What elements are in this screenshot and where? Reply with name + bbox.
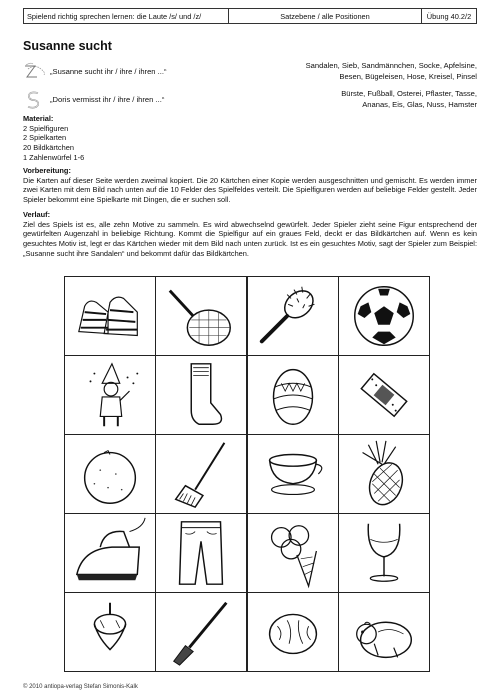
easter-egg-icon — [248, 356, 338, 434]
material-item: 2 Spielfiguren — [23, 123, 69, 133]
phrase-susanne: „Susanne sucht ihr / ihre / ihren ...“ — [50, 67, 167, 76]
trousers-icon — [156, 514, 246, 592]
phrase-row-susanne — [23, 61, 477, 87]
picture-card — [338, 434, 430, 514]
picture-card — [155, 513, 247, 593]
procedure-heading: Verlauf: — [23, 210, 51, 219]
sandman-icon — [65, 356, 155, 434]
wine-glass-icon — [339, 514, 429, 592]
letter-z-sign-icon — [23, 61, 45, 83]
picture-card — [64, 434, 156, 514]
football-icon — [339, 277, 429, 355]
picture-card — [155, 592, 247, 672]
orange-icon — [65, 435, 155, 513]
page-title: Susanne sucht — [23, 39, 112, 53]
preparation-text: Die Karten auf dieser Seite werden zweimal kopiert. Die 20 Kärtchen einer Kopie werden ausgeschnitten und gemischt. Es werden immer zwei Karten mit dem Bild nach unten auf die 10 Felder des Spielfeldes verteilt. Die Spielfiguren werden auf beliebige Felder gestellt. Jeder Spieler bekommt eine Spielkarte mit Dingen, die er suchen soll. — [23, 175, 477, 205]
picture-card — [64, 355, 156, 435]
material-section — [23, 114, 477, 163]
picture-card — [338, 355, 430, 435]
hamster-icon — [339, 593, 429, 671]
picture-card — [247, 592, 339, 672]
header-exercise-number: Übung 40.2/2 — [426, 12, 472, 21]
spinning-top-icon — [65, 593, 155, 671]
sandals-icon — [65, 277, 155, 355]
picture-card — [64, 513, 156, 593]
walnut-icon — [248, 593, 338, 671]
word-list-line: Sandalen, Sieb, Sandmännchen, Socke, Apfelsine, — [305, 61, 477, 70]
cup-icon — [248, 435, 338, 513]
picture-card — [247, 355, 339, 435]
picture-card — [155, 276, 247, 356]
material-item: 1 Zahlenwürfel 1-6 — [23, 152, 85, 162]
picture-card — [338, 513, 430, 593]
material-item: 20 Bildkärtchen — [23, 143, 74, 153]
picture-card — [338, 276, 430, 356]
picture-card — [155, 355, 247, 435]
picture-card — [247, 276, 339, 356]
sock-icon — [156, 356, 246, 434]
phrase-row-doris — [23, 89, 477, 115]
procedure-text: Ziel des Spiels ist es, alle zehn Motive zu sammeln. Es wird abwechselnd gewürfelt. Jeder Spieler zieht seine Figur entsprechend der gewürfelten Augenzahl in beliebige Richtung. Kommt die Spielfigur auf ein graues Feld, deckt er das Bildkärtchen auf. Wenn es kein gesuchtes Motiv ist, legt er das Kärtchen wieder mit dem Bild nach unten zurück. Ist es ein gesuchtes Motiv, sagt der Spieler zum Beispiel: „Susanne sucht ihre Sandalen“ und bekommt dafür das Bildkärtchen. — [23, 219, 477, 258]
word-list-susanne — [237, 61, 477, 82]
ice-cream-icon — [248, 514, 338, 592]
iron-icon — [65, 514, 155, 592]
hairbrush-icon — [248, 277, 338, 355]
plaster-icon — [339, 356, 429, 434]
material-item: 2 Spielkarten — [23, 133, 67, 143]
pineapple-icon — [339, 435, 429, 513]
picture-card — [247, 434, 339, 514]
phrase-doris: „Doris vermisst ihr / ihre / ihren ...“ — [50, 95, 165, 104]
word-list-line: Ananas, Eis, Glas, Nuss, Hamster — [362, 99, 477, 109]
copyright-footer: © 2010 antiopa-verlag Stefan Simonis-Kalk — [23, 684, 138, 690]
letter-s-sign-icon — [23, 89, 45, 111]
sieve-icon — [156, 277, 246, 355]
picture-card — [338, 592, 430, 672]
paintbrush-icon — [156, 593, 246, 671]
header-series-title: Spielend richtig sprechen lernen: die Laute /s/ und /z/ — [24, 9, 229, 23]
preparation-heading: Vorbereitung: — [23, 166, 71, 175]
picture-card — [155, 434, 247, 514]
picture-card — [64, 592, 156, 672]
word-list-line: Besen, Bügeleisen, Hose, Kreisel, Pinsel — [339, 71, 477, 81]
header-strip — [23, 8, 477, 24]
picture-card-grid — [64, 276, 430, 680]
header-level: Satzebene / alle Positionen — [229, 9, 422, 23]
picture-card — [247, 513, 339, 593]
word-list-line: Bürste, Fußball, Osterei, Pflaster, Tasse, — [341, 89, 477, 98]
picture-card — [64, 276, 156, 356]
broom-icon — [156, 435, 246, 513]
preparation-section — [23, 166, 477, 205]
procedure-section — [23, 210, 477, 259]
material-heading: Material: — [23, 114, 54, 123]
word-list-doris — [237, 89, 477, 110]
